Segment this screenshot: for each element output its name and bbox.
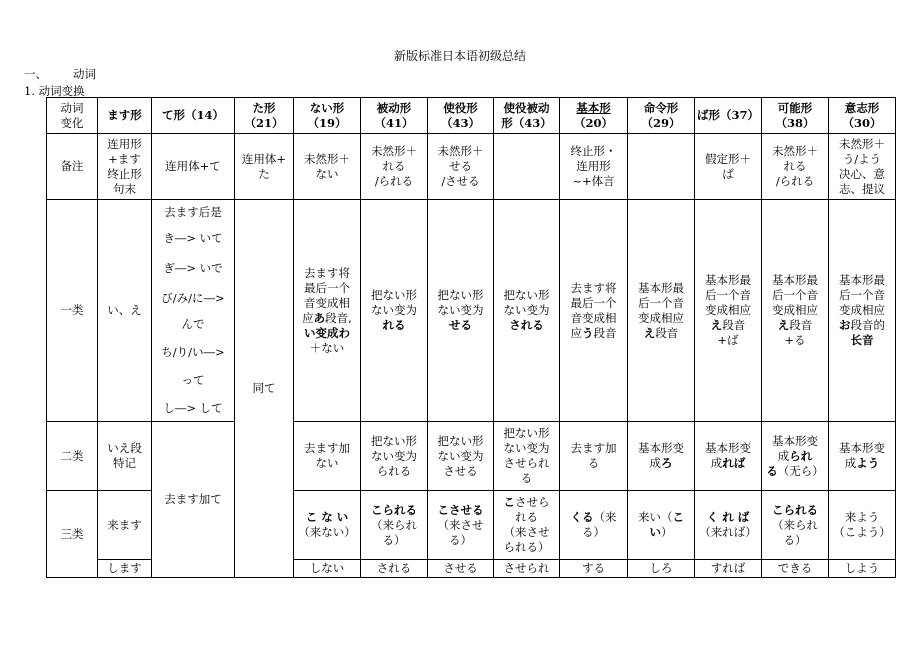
bold-text: くる	[570, 510, 594, 524]
te-rule-line: し―> して	[163, 401, 223, 415]
group1-row	[47, 200, 896, 422]
text: （来 る）	[582, 510, 617, 539]
notes-ta: 连用体+ た	[235, 134, 294, 200]
text: （来られ る）	[772, 517, 818, 547]
header-volitional: 意志形 （30）	[829, 98, 896, 134]
group3-ba	[695, 491, 762, 560]
suru-masu: します	[98, 560, 152, 578]
group3-masu: 来ます	[98, 491, 152, 560]
header-basic-label: 基本形	[576, 100, 611, 115]
suru-causative-passive: させられ	[494, 560, 560, 578]
group1-causative	[428, 200, 494, 422]
header-ba: ば形（37）	[695, 98, 762, 134]
group1-nai	[294, 200, 361, 422]
header-causative-passive: 使役被动 形（43）	[494, 98, 560, 134]
text: させら れる （来させ られる）	[503, 495, 550, 554]
section-number: 一、	[24, 67, 47, 81]
suru-potential: できる	[762, 560, 829, 578]
bold-text: く れ ば	[706, 510, 750, 524]
text: 把ない形 ない变为	[437, 288, 484, 317]
text: 基本形变 成	[839, 441, 885, 470]
bold-text: 长音	[850, 333, 874, 347]
group2-volitional	[829, 422, 896, 491]
bold-text: こ	[503, 495, 515, 509]
group2-basic: 去ます加 る	[560, 422, 628, 491]
header-basic	[560, 98, 628, 134]
header-te: て形（14）	[152, 98, 235, 134]
text: （来させ る）	[437, 517, 484, 547]
header-causative: 使役形 （43）	[428, 98, 494, 134]
group2-potential	[762, 422, 829, 491]
bold-text: られ	[789, 448, 813, 463]
te-rule-line: 去ます后是	[164, 205, 222, 219]
text: ＋ない	[309, 340, 345, 355]
group2-passive: 把ない形 ない变为 られる	[361, 422, 428, 491]
group3-imperative	[628, 491, 695, 560]
group1-imperative	[628, 200, 695, 422]
group2-masu: いえ段 特记	[98, 422, 152, 491]
header-basic-num: （20）	[573, 115, 613, 130]
header-label: 动词 变化	[47, 98, 98, 134]
bold-text: う	[582, 325, 594, 340]
text: 把ない形 ない变为	[371, 288, 417, 317]
group1-ba	[695, 200, 762, 422]
text: 段音 +る	[784, 318, 813, 347]
bold-text: え	[710, 318, 723, 332]
group1-basic	[560, 200, 628, 422]
header-row	[47, 98, 896, 134]
suru-basic: する	[560, 560, 628, 578]
group1-causative-passive	[494, 200, 560, 422]
te-rule-line: って	[181, 373, 205, 387]
text: 段音 +ば	[717, 318, 746, 347]
bold-text: よう	[856, 456, 880, 470]
notes-volitional: 未然形＋ う/よう 决心、意 志、提议	[829, 134, 896, 200]
text: 段音	[593, 325, 617, 340]
text: 基本形最 后一个音 变成相应	[705, 273, 751, 317]
group2-causative-passive: 把ない形 ない变为 させられ る	[494, 422, 560, 491]
section-title: 动词	[73, 67, 96, 81]
notes-imperative	[628, 134, 695, 200]
notes-nai: 未然形＋ ない	[294, 134, 361, 200]
header-nai: ない形 （19）	[294, 98, 361, 134]
header-passive: 被动形 （41）	[361, 98, 428, 134]
verb-conjugation-table	[46, 97, 896, 578]
group1-potential	[762, 200, 829, 422]
bold-text: お	[839, 318, 851, 332]
group1-label: 一类	[47, 200, 98, 422]
group1-masu: い、え	[98, 200, 152, 422]
ta-same-as-te: 同て	[235, 200, 294, 578]
text: 基本形最 后一个音 变成相应	[638, 280, 684, 325]
bold-text: こ い	[649, 510, 684, 539]
group3-passive	[361, 491, 428, 560]
bold-text: い变成わ	[304, 325, 350, 340]
notes-masu: 连用形 +ます 终止形 句末	[98, 134, 152, 200]
group1-passive	[361, 200, 428, 422]
notes-row	[47, 134, 896, 200]
text: （无ら）	[777, 463, 824, 478]
bold-text: れば	[722, 456, 746, 470]
group1-te	[152, 200, 235, 422]
te-rule-line: ぎ―> いで	[163, 261, 223, 275]
text: 基本形变 成	[638, 441, 684, 470]
group3-label: 三类	[47, 491, 98, 578]
notes-causative: 未然形＋ せる /させる	[428, 134, 494, 200]
bold-text: される	[509, 318, 544, 332]
text: （来ない）	[298, 525, 356, 539]
bold-text: る	[766, 463, 778, 478]
group3-potential	[762, 491, 829, 560]
header-potential: 可能形 （38）	[762, 98, 829, 134]
group3-causative	[428, 491, 494, 560]
notes-te: 连用体+て	[152, 134, 235, 200]
group3-nai	[294, 491, 361, 560]
group1-volitional	[829, 200, 896, 422]
group2-imperative	[628, 422, 695, 491]
text: 把ない形 ない变为	[503, 288, 550, 317]
suru-volitional: しよう	[829, 560, 896, 578]
notes-basic: 终止形・ 连用形 ~+体言	[560, 134, 628, 200]
suru-ba: すれば	[695, 560, 762, 578]
section-heading	[24, 66, 96, 82]
document-title: 新版标准日本语初级总结	[393, 49, 526, 63]
bold-text: え	[643, 325, 656, 340]
bold-text: ろ	[661, 456, 673, 470]
te-rule-line: んで	[181, 317, 205, 331]
text: 基本形最 后一个音 变成相应	[772, 273, 818, 317]
text: 段音	[655, 325, 679, 340]
suru-passive: される	[361, 560, 428, 578]
text: 来い（	[638, 510, 673, 524]
bold-text: こ な い	[305, 510, 349, 524]
bold-text: え	[777, 318, 790, 332]
bold-text: こさせる	[437, 502, 484, 517]
bold-text: こられる	[772, 502, 818, 517]
header-ta: た形（21）	[235, 98, 294, 134]
bold-text: あ	[313, 310, 326, 325]
text: 段音的	[850, 318, 885, 332]
group3-basic	[560, 491, 628, 560]
text: 去ます将 最后一个 音变成相 应	[302, 265, 350, 325]
group3-causative-passive	[494, 491, 560, 560]
group2-nai: 去ます加 ない	[294, 422, 361, 491]
notes-label: 备注	[47, 134, 98, 200]
notes-causative-passive	[494, 134, 560, 200]
bold-text: せる	[449, 318, 472, 332]
text: 基本形变 成	[705, 441, 751, 470]
suru-causative: させる	[428, 560, 494, 578]
notes-ba: 假定形＋ ば	[695, 134, 762, 200]
group2-label: 二类	[47, 422, 98, 491]
header-imperative: 命令形 （29）	[628, 98, 695, 134]
text: （来れば）	[699, 525, 757, 539]
te-rule-line: き―> いて	[163, 231, 223, 245]
text: ）	[661, 525, 673, 539]
te-rule-line: ち/り/い―>	[161, 345, 225, 359]
group23-te: 去ます加て	[152, 422, 235, 578]
suru-nai: しない	[294, 560, 361, 578]
suru-imperative: しろ	[628, 560, 695, 578]
te-rule-line: び/み/に―>	[161, 291, 225, 305]
text: 段音,	[325, 310, 352, 325]
group2-causative: 把ない形 ない变为 させる	[428, 422, 494, 491]
bold-text: れる	[382, 318, 406, 332]
subsection-heading: 1. 动词变换	[24, 84, 85, 98]
group3-volitional: 来よう （こよう）	[829, 491, 896, 560]
text: 基本形变 成	[772, 433, 818, 463]
text: （来られ る）	[371, 517, 417, 547]
group2-ba	[695, 422, 762, 491]
text: 去ます将 最后一个 音变成相 应	[570, 280, 617, 340]
group2-row	[47, 422, 896, 491]
header-masu: ます形	[98, 98, 152, 134]
notes-passive: 未然形＋ れる /られる	[361, 134, 428, 200]
notes-potential: 未然形＋ れる /られる	[762, 134, 829, 200]
bold-text: こられる	[371, 502, 417, 517]
text: 基本形最 后一个音 变成相应	[839, 273, 885, 317]
